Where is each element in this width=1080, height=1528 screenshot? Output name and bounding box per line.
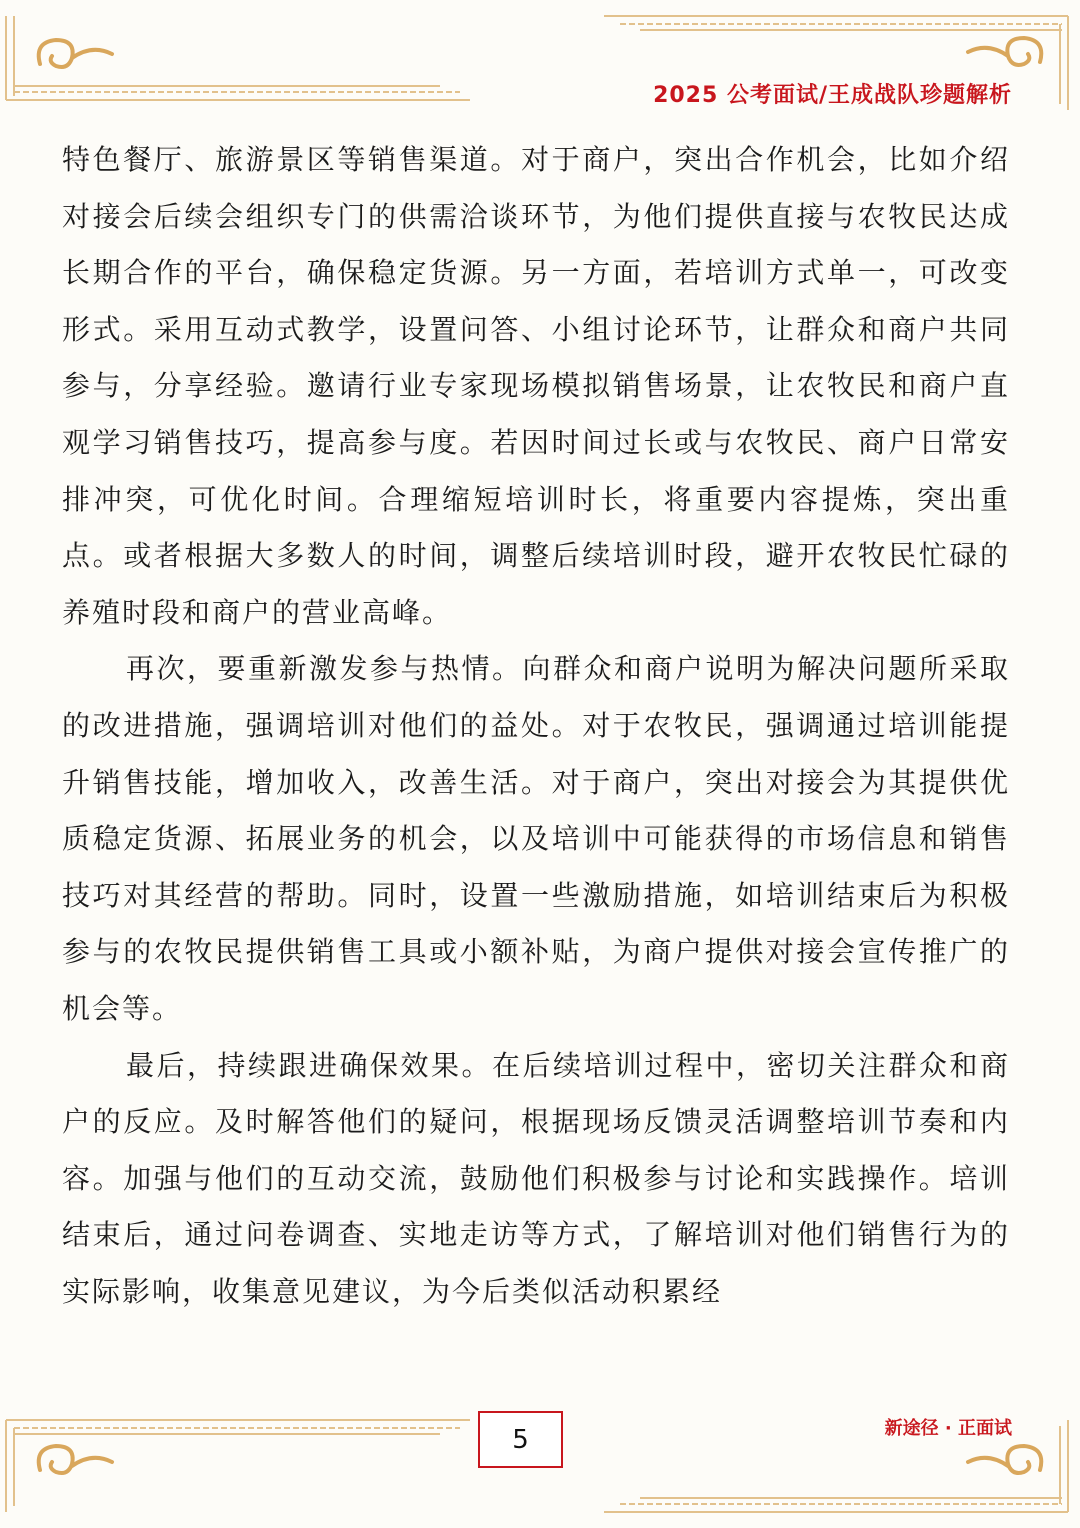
body-text (62, 132, 1010, 1320)
header-title: 2025 公考面试/王成战队珍题解析 (653, 83, 1012, 108)
auspicious-cloud-icon (39, 1446, 112, 1473)
page-number: 5 (478, 1411, 563, 1468)
footer-brand: 新途径 · 正面试 (884, 1418, 1012, 1439)
auspicious-cloud-icon (968, 38, 1041, 65)
auspicious-cloud-icon (39, 40, 112, 67)
paragraph: 再次，要重新激发参与热情。向群众和商户说明为解决问题所采取的改进措施，强调培训对他们的益处。对于农牧民，强调通过培训能提升销售技能，增加收入，改善生活。对于商户，突出对接会为其提供优质稳定货源、拓展业务的机会，以及培训中可能获得的市场信息和销售技巧对其经营的帮助。同时，设置一些激励措施，如培训结束后为积极参与的农牧民提供销售工具或小额补贴，为商户提供对接会宣传推广的机会等。 (62, 652, 1010, 1025)
auspicious-cloud-icon (968, 1446, 1041, 1473)
paragraph: 特色餐厅、旅游景区等销售渠道。对于商户，突出合作机会，比如介绍对接会后续会组织专门的供需洽谈环节，为他们提供直接与农牧民达成长期合作的平台，确保稳定货源。另一方面，若培训方式单一，可改变形式。采用互动式教学，设置问答、小组讨论环节，让群众和商户共同参与，分享经验。邀请行业专家现场模拟销售场景，让农牧民和商户直观学习销售技巧，提高参与度。若因时间过长或与农牧民、商户日常安排冲突，可优化时间。合理缩短培训时长，将重要内容提炼，突出重点。或者根据大多数人的时间，调整后续培训时段，避开农牧民忙碌的养殖时段和商户的营业高峰。 (62, 143, 1010, 629)
paragraph: 最后，持续跟进确保效果。在后续培训过程中，密切关注群众和商户的反应。及时解答他们的疑问，根据现场反馈灵活调整培训节奏和内容。加强与他们的互动交流，鼓励他们积极参与讨论和实践操作。培训结束后，通过问卷调查、实地走访等方式，了解培训对他们销售行为的实际影响，收集意见建议，为今后类似活动积累经 (62, 1048, 1010, 1308)
